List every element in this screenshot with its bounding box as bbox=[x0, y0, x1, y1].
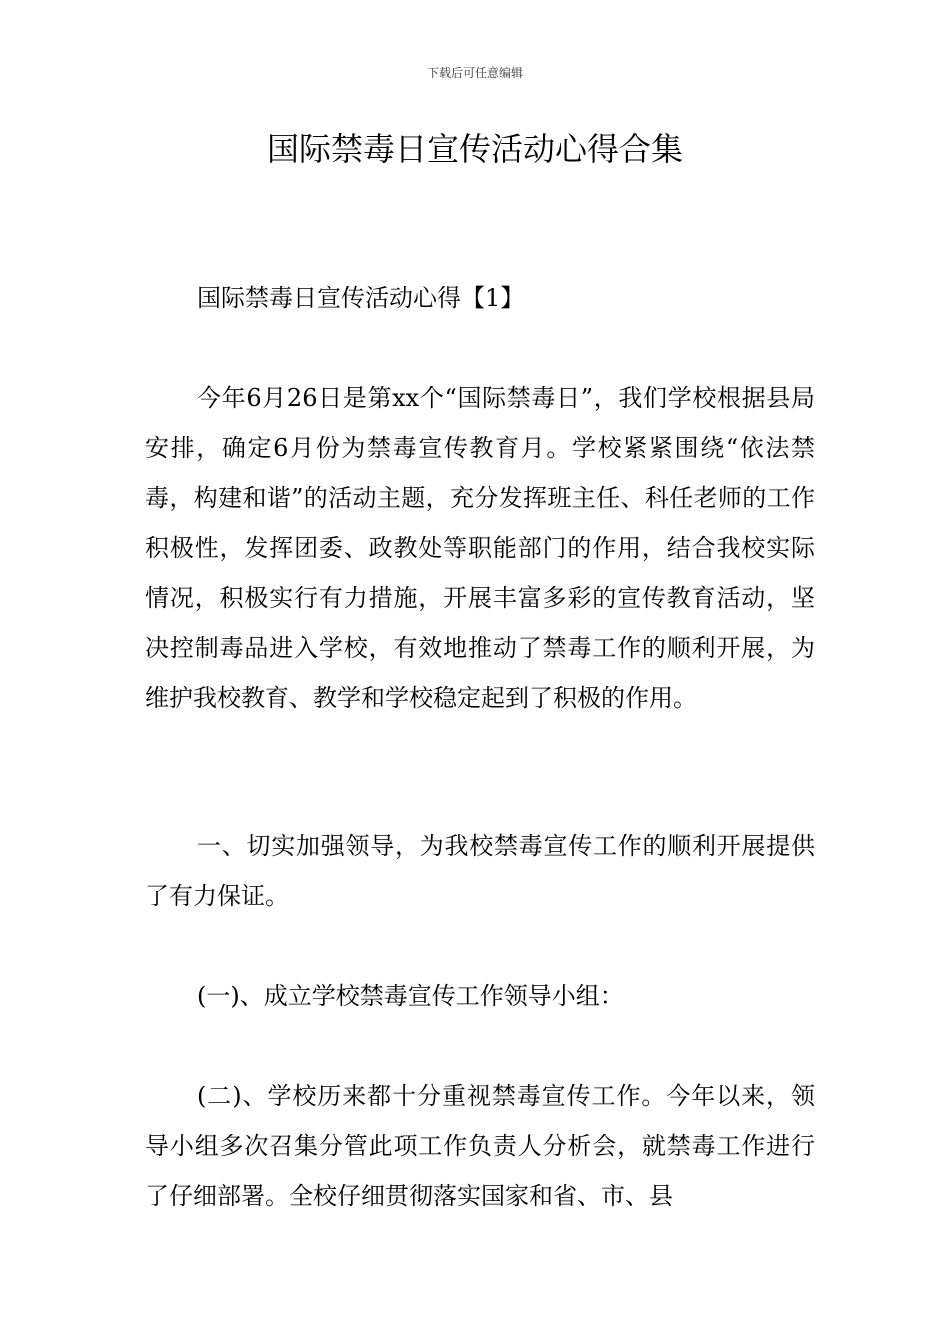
header-note: 下载后可任意编辑 bbox=[426, 66, 523, 80]
paragraph-subpoint-one: (一)、成立学校禁毒宣传工作领导小组： bbox=[197, 982, 624, 1010]
document-title: 国际禁毒日宣传活动心得合集 bbox=[266, 130, 683, 168]
paragraph-point-one: 一、切实加强领导，为我校禁毒宣传工作的顺利开展提供了有力保证。 bbox=[145, 832, 815, 910]
paragraph-intro: 今年6月26日是第xx个“国际禁毒日”，我们学校根据县局安排，确定6月份为禁毒宣传教育月。学校紧紧围绕“依法禁毒，构建和谐”的活动主题，充分发挥班主任、科任老师的工作积极性，发挥团委、政教处等职能部门的作用，结合我校实际情况，积极实行有力措施，开展丰富多彩的宣传教育活动，坚决控制毒品进入学校，有效地推动了禁毒工作的顺利开展，为维护我校教育、教学和学校稳定起到了积极的作用。 bbox=[145, 384, 815, 712]
paragraph-subpoint-two: (二)、学校历来都十分重视禁毒宣传工作。今年以来，领导小组多次召集分管此项工作负责人分析会，就禁毒工作进行了仔细部署。全校仔细贯彻落实国家和省、市、县 bbox=[145, 1082, 815, 1210]
section-heading: 国际禁毒日宣传活动心得【1】 bbox=[197, 284, 525, 312]
